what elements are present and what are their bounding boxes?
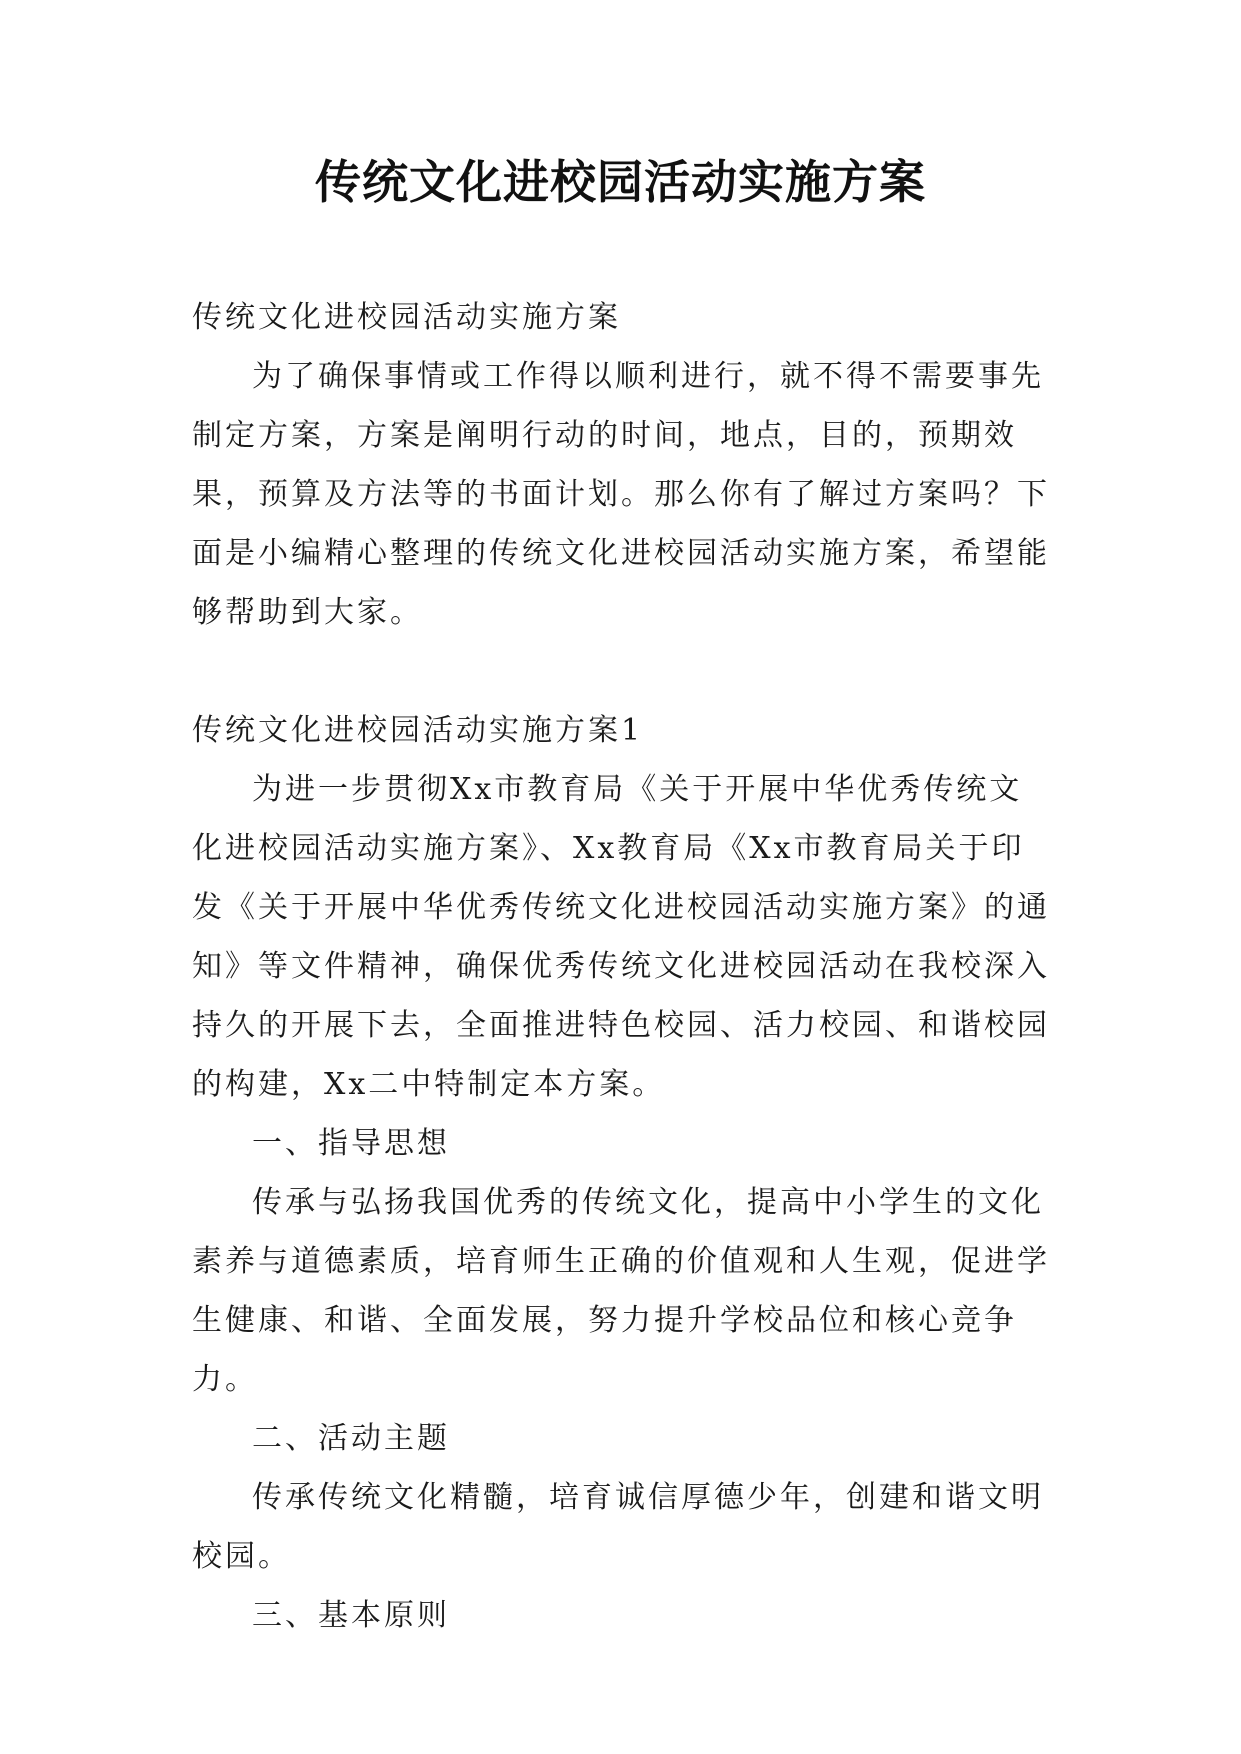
plan-1-paragraph: 为进一步贯彻Xx市教育局《关于开展中华优秀传统文化进校园活动实施方案》、Xx教育局《Xx市教育局关于印发《关于开展中华优秀传统文化进校园活动实施方案》的通知》等文件精神，确保优秀传统文化进校园活动在我校深入持久的开展下去，全面推进特色校园、活力校园、和谐校园的构建，Xx二中特制定本方案。 bbox=[192, 772, 1050, 1102]
activity-theme-paragraph: 传承传统文化精髓，培育诚信厚德少年，创建和谐文明校园。 bbox=[192, 1480, 1044, 1574]
intro-heading: 传统文化进校园活动实施方案 bbox=[192, 300, 621, 335]
heading-activity-theme: 二、活动主题 bbox=[252, 1421, 450, 1456]
document-title: 传统文化进校园活动实施方案 bbox=[315, 155, 926, 209]
section-title-plan-1: 传统文化进校园活动实施方案1 bbox=[192, 713, 644, 748]
guiding-ideology-paragraph: 传承与弘扬我国优秀的传统文化，提高中小学生的文化素养与道德素质，培育师生正确的价值观和人生观，促进学生健康、和谐、全面发展，努力提升学校品位和核心竞争力。 bbox=[192, 1185, 1050, 1397]
document-body bbox=[192, 288, 1052, 1645]
intro-paragraph: 为了确保事情或工作得以顺利进行，就不得不需要事先制定方案，方案是阐明行动的时间，地点，目的，预期效果，预算及方法等的书面计划。那么你有了解过方案吗？下面是小编精心整理的传统文化进校园活动实施方案，希望能够帮助到大家。 bbox=[192, 359, 1050, 630]
heading-guiding-ideology: 一、指导思想 bbox=[252, 1126, 450, 1161]
heading-basic-principles: 三、基本原则 bbox=[252, 1598, 450, 1633]
